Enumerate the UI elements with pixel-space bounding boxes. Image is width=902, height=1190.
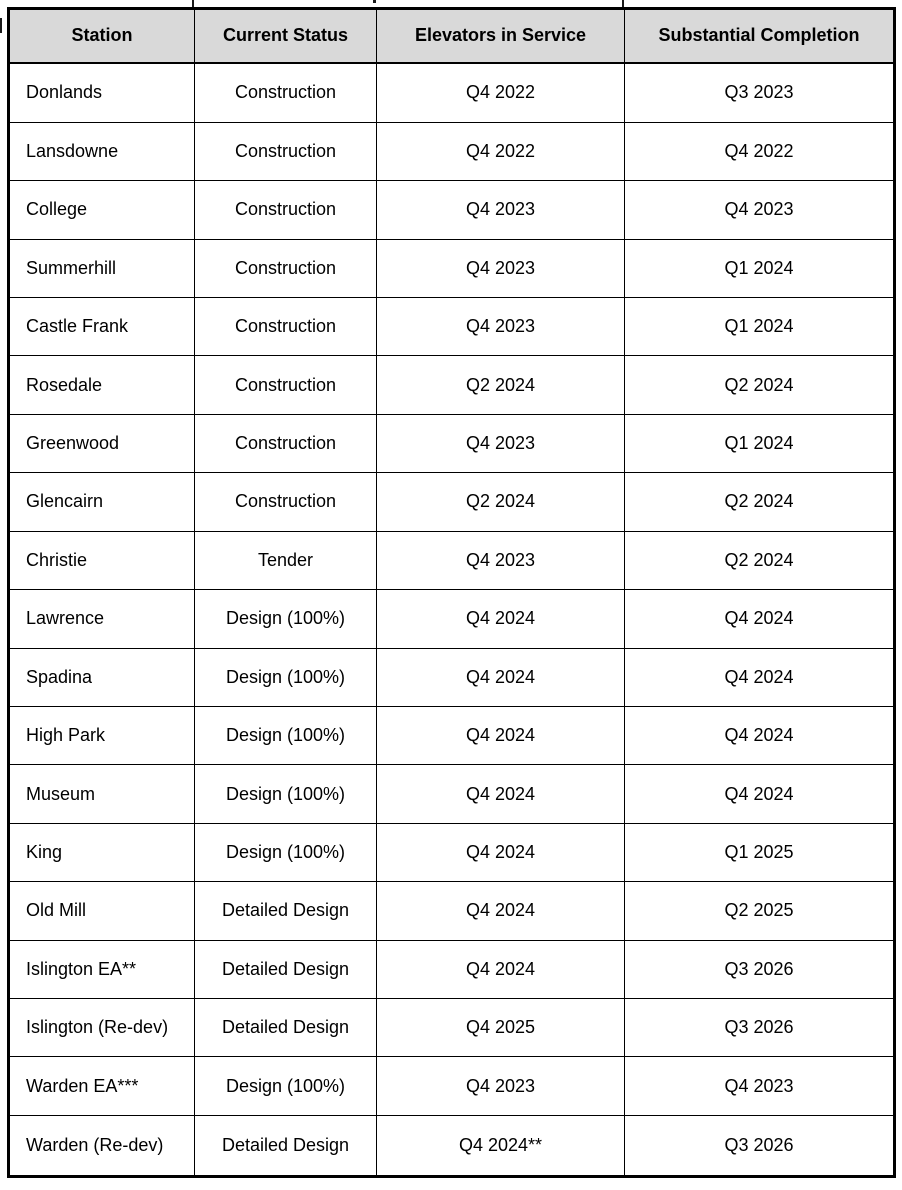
value-cell: Q4 2024 xyxy=(377,882,625,940)
value-cell: Q2 2024 xyxy=(377,473,625,531)
value-cell: Tender xyxy=(195,531,377,589)
value-cell: Detailed Design xyxy=(195,1115,377,1176)
table-row xyxy=(9,940,895,998)
table-row xyxy=(9,999,895,1057)
value-cell: Construction xyxy=(195,298,377,356)
value-cell: Q4 2024** xyxy=(377,1115,625,1176)
table-row xyxy=(9,239,895,297)
table-row xyxy=(9,765,895,823)
station-cell: Islington (Re-dev) xyxy=(9,999,195,1057)
value-cell: Q1 2024 xyxy=(625,239,895,297)
column-header: Substantial Completion xyxy=(625,9,895,63)
station-cell: Lansdowne xyxy=(9,122,195,180)
station-cell: Warden EA*** xyxy=(9,1057,195,1115)
value-cell: Q2 2025 xyxy=(625,882,895,940)
value-cell: Construction xyxy=(195,63,377,123)
value-cell: Q4 2024 xyxy=(625,706,895,764)
value-cell: Q4 2023 xyxy=(377,531,625,589)
station-cell: Islington EA** xyxy=(9,940,195,998)
value-cell: Q2 2024 xyxy=(625,356,895,414)
column-header: Station xyxy=(9,9,195,63)
value-cell: Q3 2023 xyxy=(625,63,895,123)
value-cell: Q4 2022 xyxy=(377,63,625,123)
station-cell: Old Mill xyxy=(9,882,195,940)
station-cell: Greenwood xyxy=(9,414,195,472)
value-cell: Q4 2024 xyxy=(377,765,625,823)
value-cell: Q4 2022 xyxy=(625,122,895,180)
value-cell: Design (100%) xyxy=(195,590,377,648)
value-cell: Design (100%) xyxy=(195,648,377,706)
value-cell: Q3 2026 xyxy=(625,940,895,998)
value-cell: Q1 2025 xyxy=(625,823,895,881)
table-row xyxy=(9,181,895,239)
value-cell: Q4 2023 xyxy=(377,414,625,472)
station-cell: Warden (Re-dev) xyxy=(9,1115,195,1176)
table-row xyxy=(9,1115,895,1176)
scan-artifact-dot xyxy=(373,0,376,3)
value-cell: Q2 2024 xyxy=(625,531,895,589)
value-cell: Q4 2024 xyxy=(625,648,895,706)
table-row xyxy=(9,1057,895,1115)
value-cell: Construction xyxy=(195,181,377,239)
value-cell: Q2 2024 xyxy=(377,356,625,414)
scan-artifact-tick xyxy=(0,18,2,33)
value-cell: Construction xyxy=(195,122,377,180)
value-cell: Design (100%) xyxy=(195,706,377,764)
column-header: Current Status xyxy=(195,9,377,63)
table-row xyxy=(9,706,895,764)
value-cell: Q1 2024 xyxy=(625,298,895,356)
column-header: Elevators in Service xyxy=(377,9,625,63)
table-row xyxy=(9,473,895,531)
value-cell: Q4 2024 xyxy=(377,590,625,648)
station-cell: Spadina xyxy=(9,648,195,706)
table-row xyxy=(9,298,895,356)
value-cell: Detailed Design xyxy=(195,999,377,1057)
value-cell: Detailed Design xyxy=(195,940,377,998)
value-cell: Q4 2022 xyxy=(377,122,625,180)
value-cell: Construction xyxy=(195,356,377,414)
station-cell: King xyxy=(9,823,195,881)
value-cell: Q4 2023 xyxy=(377,181,625,239)
station-cell: High Park xyxy=(9,706,195,764)
station-cell: Glencairn xyxy=(9,473,195,531)
station-cell: Lawrence xyxy=(9,590,195,648)
table-row xyxy=(9,648,895,706)
table-row xyxy=(9,590,895,648)
station-cell: Christie xyxy=(9,531,195,589)
value-cell: Q3 2026 xyxy=(625,999,895,1057)
value-cell: Construction xyxy=(195,239,377,297)
table-row xyxy=(9,122,895,180)
value-cell: Design (100%) xyxy=(195,1057,377,1115)
value-cell: Design (100%) xyxy=(195,823,377,881)
value-cell: Q4 2024 xyxy=(625,765,895,823)
value-cell: Q4 2024 xyxy=(377,940,625,998)
table-row xyxy=(9,63,895,123)
station-cell: College xyxy=(9,181,195,239)
value-cell: Q4 2024 xyxy=(377,706,625,764)
value-cell: Q4 2024 xyxy=(377,648,625,706)
station-cell: Rosedale xyxy=(9,356,195,414)
value-cell: Q4 2023 xyxy=(377,1057,625,1115)
station-cell: Donlands xyxy=(9,63,195,123)
table-row xyxy=(9,531,895,589)
value-cell: Detailed Design xyxy=(195,882,377,940)
value-cell: Q4 2024 xyxy=(625,590,895,648)
value-cell: Q4 2023 xyxy=(625,181,895,239)
station-cell: Museum xyxy=(9,765,195,823)
value-cell: Q4 2025 xyxy=(377,999,625,1057)
header-row xyxy=(9,9,895,63)
station-status-table-wrap xyxy=(7,7,893,1178)
table-row xyxy=(9,414,895,472)
table-row xyxy=(9,882,895,940)
table-row xyxy=(9,823,895,881)
value-cell: Design (100%) xyxy=(195,765,377,823)
station-status-table xyxy=(7,7,896,1178)
station-cell: Summerhill xyxy=(9,239,195,297)
value-cell: Construction xyxy=(195,414,377,472)
value-cell: Q4 2023 xyxy=(625,1057,895,1115)
value-cell: Q3 2026 xyxy=(625,1115,895,1176)
value-cell: Q2 2024 xyxy=(625,473,895,531)
station-cell: Castle Frank xyxy=(9,298,195,356)
value-cell: Q4 2023 xyxy=(377,298,625,356)
table-body xyxy=(9,63,895,1177)
table-row xyxy=(9,356,895,414)
value-cell: Q4 2023 xyxy=(377,239,625,297)
value-cell: Q1 2024 xyxy=(625,414,895,472)
value-cell: Q4 2024 xyxy=(377,823,625,881)
value-cell: Construction xyxy=(195,473,377,531)
